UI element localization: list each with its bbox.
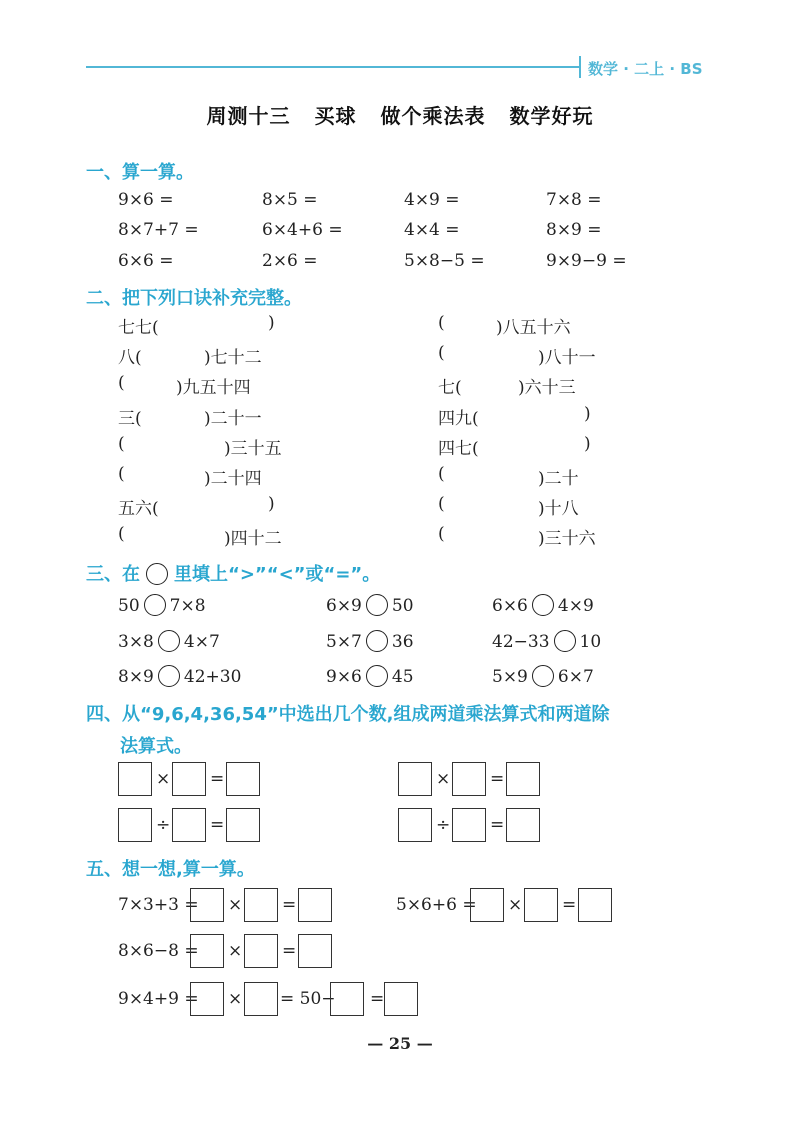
rhyme-right-start: 四九(: [438, 409, 479, 429]
comparison-circle-input[interactable]: [366, 594, 388, 616]
calc-problem: 2×6 =: [262, 251, 318, 271]
equals-sign: =: [210, 815, 225, 835]
rhyme-left-end: )七十二: [204, 348, 262, 368]
times-sign: ×: [228, 989, 243, 1009]
answer-box[interactable]: [244, 934, 278, 968]
comparison-item: [118, 665, 241, 687]
header-tag: 数学 · 二上 · BS: [588, 60, 703, 78]
comparison-left: 8×9: [118, 667, 154, 687]
comparison-item: [326, 594, 414, 616]
answer-box[interactable]: [118, 762, 152, 796]
comparison-circle-input[interactable]: [158, 630, 180, 652]
answer-box[interactable]: [578, 888, 612, 922]
comparison-left: 6×9: [326, 596, 362, 616]
rhyme-right-start: (: [438, 343, 445, 363]
answer-box[interactable]: [244, 982, 278, 1016]
calc-problem: 7×8 =: [546, 190, 602, 210]
comparison-circle-input[interactable]: [158, 665, 180, 687]
calc-problem: 4×9 =: [404, 190, 460, 210]
answer-box[interactable]: [452, 808, 486, 842]
comparison-right: 6×7: [557, 667, 594, 687]
rhyme-left-end: )三十五: [224, 439, 282, 459]
calc-problem: 5×8−5 =: [404, 251, 485, 271]
comparison-left: 5×7: [326, 632, 362, 652]
answer-box[interactable]: [190, 888, 224, 922]
title-part: 买球: [314, 104, 357, 128]
comparison-item: [492, 665, 594, 687]
rhyme-right-start: (: [438, 313, 445, 333]
answer-box[interactable]: [172, 762, 206, 796]
equals-sign: =: [490, 769, 505, 789]
header-rule: [86, 66, 579, 68]
comparison-right: 45: [391, 667, 414, 687]
answer-box[interactable]: [118, 808, 152, 842]
calc-problem: 9×9−9 =: [546, 251, 627, 271]
comparison-circle-icon: [146, 563, 168, 585]
comparison-right: 10: [579, 632, 602, 652]
page-number: — 25 —: [367, 1034, 433, 1053]
comparison-left: 5×9: [492, 667, 528, 687]
rhyme-right-end: )六十三: [518, 378, 576, 398]
rhyme-right-end: )三十六: [538, 529, 596, 549]
comparison-left: 42−33: [492, 632, 550, 652]
rhyme-right-start: (: [438, 464, 445, 484]
equals-sign: =: [282, 895, 297, 915]
rhyme-left-start: 八(: [118, 348, 142, 368]
divide-sign: ÷: [436, 815, 451, 835]
calc-problem: 6×4+6 =: [262, 220, 343, 240]
answer-box[interactable]: [190, 982, 224, 1016]
comparison-circle-input[interactable]: [532, 665, 554, 687]
expression: 7×3+3 =: [118, 895, 199, 915]
comparison-circle-input[interactable]: [366, 665, 388, 687]
calc-problem: 8×9 =: [546, 220, 602, 240]
rhyme-left-end: )二十四: [204, 469, 262, 489]
rhyme-left-start: (: [118, 373, 125, 393]
rhyme-left-end: )四十二: [224, 529, 282, 549]
rhyme-right-start: (: [438, 524, 445, 544]
rhyme-left-start: (: [118, 524, 125, 544]
expression: 5×6+6 =: [396, 895, 477, 915]
equals-minus: = 50−: [280, 989, 336, 1009]
comparison-left: 50: [118, 596, 140, 616]
rhyme-left-end: ): [268, 494, 275, 514]
rhyme-right-end: )二十: [538, 469, 579, 489]
calc-problem: 9×6 =: [118, 190, 174, 210]
expression: 8×6−8 =: [118, 941, 199, 961]
comparison-item: [326, 630, 414, 652]
rhyme-right-start: 七(: [438, 378, 462, 398]
answer-box[interactable]: [384, 982, 418, 1016]
answer-box[interactable]: [298, 934, 332, 968]
equals-sign: =: [210, 769, 225, 789]
page-title: [0, 100, 800, 129]
divide-sign: ÷: [156, 815, 171, 835]
rhyme-left-start: (: [118, 464, 125, 484]
section-3-heading: [86, 560, 380, 586]
section-2-heading: 二、把下列口诀补充完整。: [86, 288, 302, 309]
comparison-circle-input[interactable]: [144, 594, 166, 616]
equals-sign: =: [370, 989, 385, 1009]
comparison-item: [326, 665, 414, 687]
rhyme-right-start: (: [438, 494, 445, 514]
comparison-right: 7×8: [169, 596, 206, 616]
answer-box[interactable]: [398, 808, 432, 842]
rhyme-left-end: )九五十四: [176, 378, 251, 398]
title-part: 周测十三: [206, 104, 291, 128]
rhyme-right-end: ): [584, 434, 591, 454]
times-sign: ×: [436, 769, 451, 789]
answer-box[interactable]: [226, 762, 260, 796]
comparison-right: 4×7: [183, 632, 220, 652]
section-3-heading-a: 三、在: [86, 564, 140, 585]
rhyme-left-end: ): [268, 313, 275, 333]
times-sign: ×: [508, 895, 523, 915]
header-divider: [579, 56, 581, 78]
section-4-heading-line2: 法算式。: [120, 736, 192, 757]
section-4-heading-line1: 四、从“9,6,4,36,54”中选出几个数,组成两道乘法算式和两道除: [86, 704, 610, 725]
equals-sign: =: [282, 941, 297, 961]
rhyme-left-start: 七七(: [118, 318, 159, 338]
comparison-right: 50: [391, 596, 414, 616]
answer-box[interactable]: [470, 888, 504, 922]
answer-box[interactable]: [398, 762, 432, 796]
comparison-item: [118, 594, 206, 616]
title-part: 做个乘法表: [380, 104, 486, 128]
equals-sign: =: [562, 895, 577, 915]
calc-problem: 4×4 =: [404, 220, 460, 240]
answer-box[interactable]: [190, 934, 224, 968]
answer-box[interactable]: [244, 888, 278, 922]
comparison-item: [492, 630, 601, 652]
title-part: 数学好玩: [509, 104, 594, 128]
comparison-left: 6×6: [492, 596, 528, 616]
section-3-heading-b: 里填上“>”“<”或“=”。: [174, 564, 381, 585]
answer-box[interactable]: [506, 808, 540, 842]
rhyme-right-end: )八十一: [538, 348, 596, 368]
comparison-right: 42+30: [183, 667, 242, 687]
times-sign: ×: [228, 941, 243, 961]
comparison-left: 9×6: [326, 667, 362, 687]
rhyme-right-start: 四七(: [438, 439, 479, 459]
rhyme-left-end: )二十一: [204, 409, 262, 429]
comparison-right: 4×9: [557, 596, 594, 616]
section-1-heading: 一、算一算。: [86, 162, 194, 183]
answer-box[interactable]: [506, 762, 540, 796]
rhyme-left-start: 五六(: [118, 499, 159, 519]
comparison-circle-input[interactable]: [532, 594, 554, 616]
answer-box[interactable]: [524, 888, 558, 922]
rhyme-right-end: )十八: [538, 499, 579, 519]
comparison-item: [118, 630, 220, 652]
answer-box[interactable]: [226, 808, 260, 842]
rhyme-left-start: (: [118, 434, 125, 454]
comparison-left: 3×8: [118, 632, 154, 652]
answer-box[interactable]: [330, 982, 364, 1016]
answer-box[interactable]: [298, 888, 332, 922]
calc-problem: 6×6 =: [118, 251, 174, 271]
answer-box[interactable]: [452, 762, 486, 796]
equals-sign: =: [490, 815, 505, 835]
rhyme-left-start: 三(: [118, 409, 142, 429]
rhyme-right-end: )八五十六: [496, 318, 571, 338]
times-sign: ×: [228, 895, 243, 915]
calc-problem: 8×5 =: [262, 190, 318, 210]
comparison-circle-input[interactable]: [366, 630, 388, 652]
comparison-item: [492, 594, 594, 616]
answer-box[interactable]: [172, 808, 206, 842]
comparison-right: 36: [391, 632, 414, 652]
comparison-circle-input[interactable]: [554, 630, 576, 652]
section-5-heading: 五、想一想,算一算。: [86, 859, 255, 880]
expression: 9×4+9 =: [118, 989, 199, 1009]
calc-problem: 8×7+7 =: [118, 220, 199, 240]
times-sign: ×: [156, 769, 171, 789]
rhyme-right-end: ): [584, 404, 591, 424]
